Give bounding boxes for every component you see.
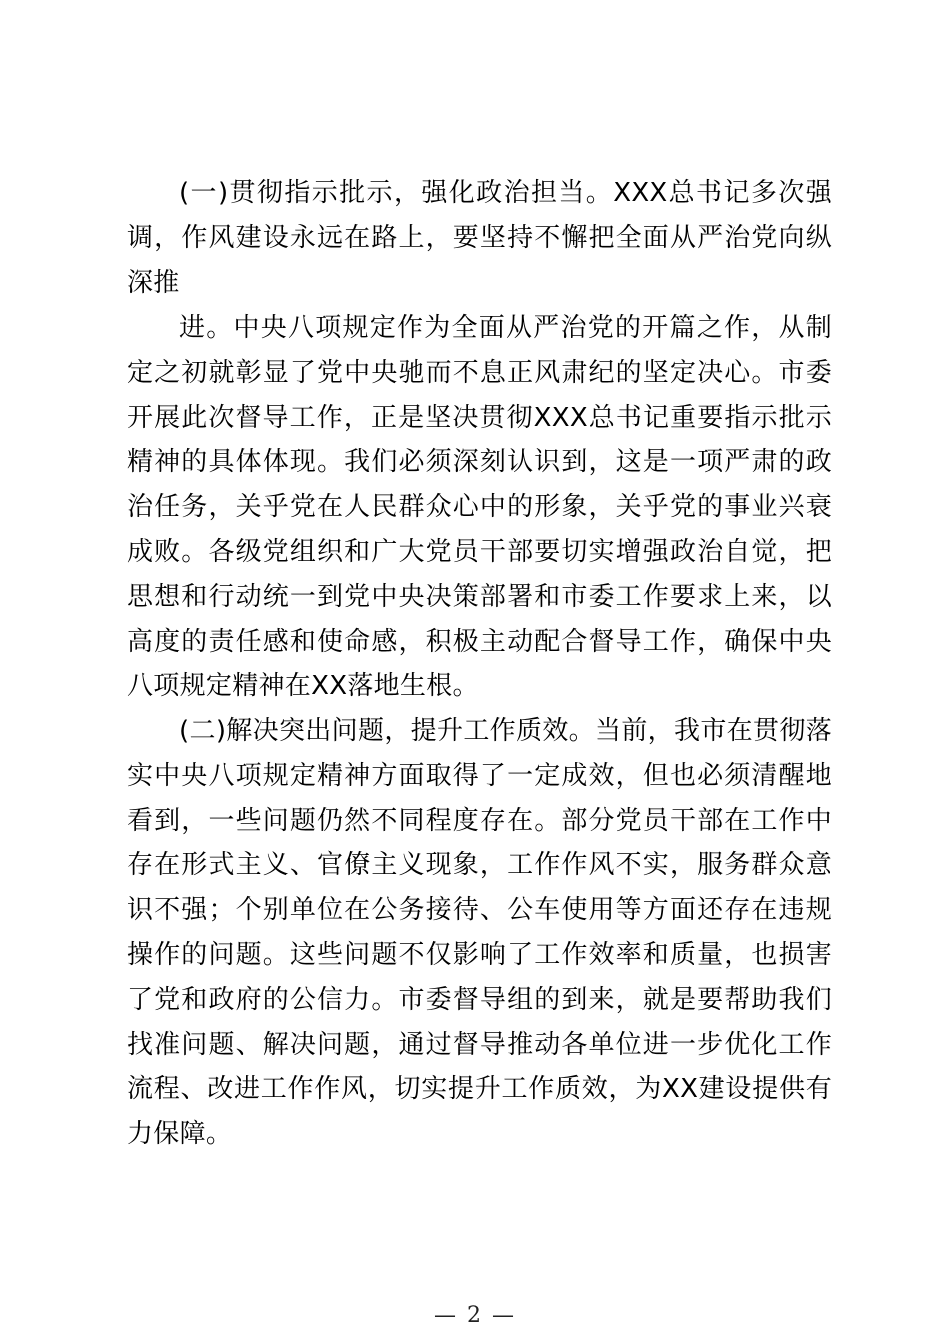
paragraph-1: (一)贯彻指示批示，强化政治担当。XXX总书记多次强调，作风建设永远在路上，要坚持不懈把全面从严治党向纵深推	[127, 178, 832, 298]
paragraph-block-1	[127, 171, 832, 305]
paragraph-block-2	[127, 306, 832, 709]
paragraph-3: (二)解决突出问题，提升工作质效。当前，我市在贯彻落实中央八项规定精神方面取得了一定成效，但也必须清醒地看到，一些问题仍然不同程度存在。部分党员干部在工作中存在形式主义、官僚主义现象，工作作风不实，服务群众意识不强；个别单位在公务接待、公车使用等方面还存在违规操作的问题。这些问题不仅影响了工作效率和质量，也损害了党和政府的公信力。市委督导组的到来，就是要帮助我们找准问题、解决问题，通过督导推动各单位进一步优化工作流程、改进工作作风，切实提升工作质效，为XX建设提供有力保障。	[127, 716, 832, 1150]
paragraph-block-3	[127, 709, 832, 1157]
paragraph-2: 进。中央八项规定作为全面从严治党的开篇之作，从制定之初就彰显了党中央驰而不息正风肃纪的坚定决心。市委开展此次督导工作，正是坚决贯彻XXX总书记重要指示批示精神的具体体现。我们必须深刻认识到，这是一项严肃的政治任务，关乎党在人民群众心中的形象，关乎党的事业兴衰成败。各级党组织和广大党员干部要切实增强政治自觉，把思想和行动统一到党中央决策部署和市委工作要求上来，以高度的责任感和使命感，积极主动配合督导工作，确保中央八项规定精神在XX落地生根。	[127, 313, 832, 702]
page-number: — 2 —	[434, 1303, 516, 1328]
